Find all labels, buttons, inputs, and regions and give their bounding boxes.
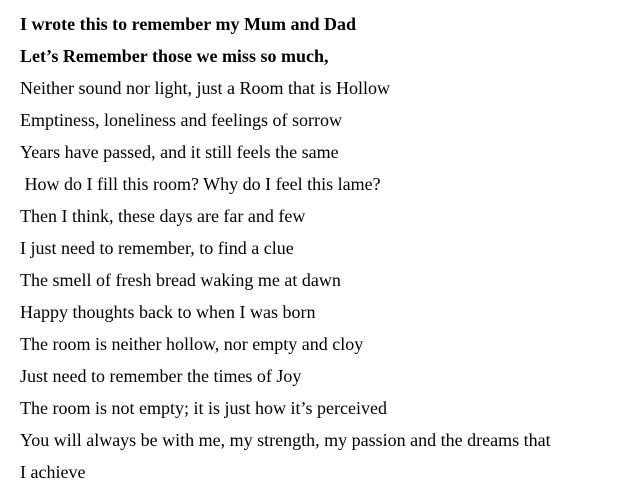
- poem-intro: I wrote this to remember my Mum and Dad: [20, 14, 356, 34]
- poem-title: Let’s Remember those we miss so much,: [20, 46, 329, 66]
- poem-document: [20, 8, 632, 488]
- poem-line: I achieve: [20, 462, 86, 482]
- poem-line: Neither sound nor light, just a Room that is Hollow: [20, 78, 390, 98]
- poem-line: The smell of fresh bread waking me at dawn: [20, 270, 341, 290]
- poem-line: Just need to remember the times of Joy: [20, 366, 302, 386]
- poem-line: The room is neither hollow, nor empty and cloy: [20, 334, 364, 354]
- poem-line: The room is not empty; it is just how it’s perceived: [20, 398, 387, 418]
- poem-line: I just need to remember, to find a clue: [20, 238, 294, 258]
- poem-line: Happy thoughts back to when I was born: [20, 302, 316, 322]
- poem-line: Emptiness, loneliness and feelings of sorrow: [20, 110, 342, 130]
- poem-line: Years have passed, and it still feels the same: [20, 142, 339, 162]
- poem-line: How do I fill this room? Why do I feel this lame?: [20, 174, 381, 194]
- poem-line: You will always be with me, my strength, my passion and the dreams that: [20, 430, 551, 450]
- poem-line: Then I think, these days are far and few: [20, 206, 306, 226]
